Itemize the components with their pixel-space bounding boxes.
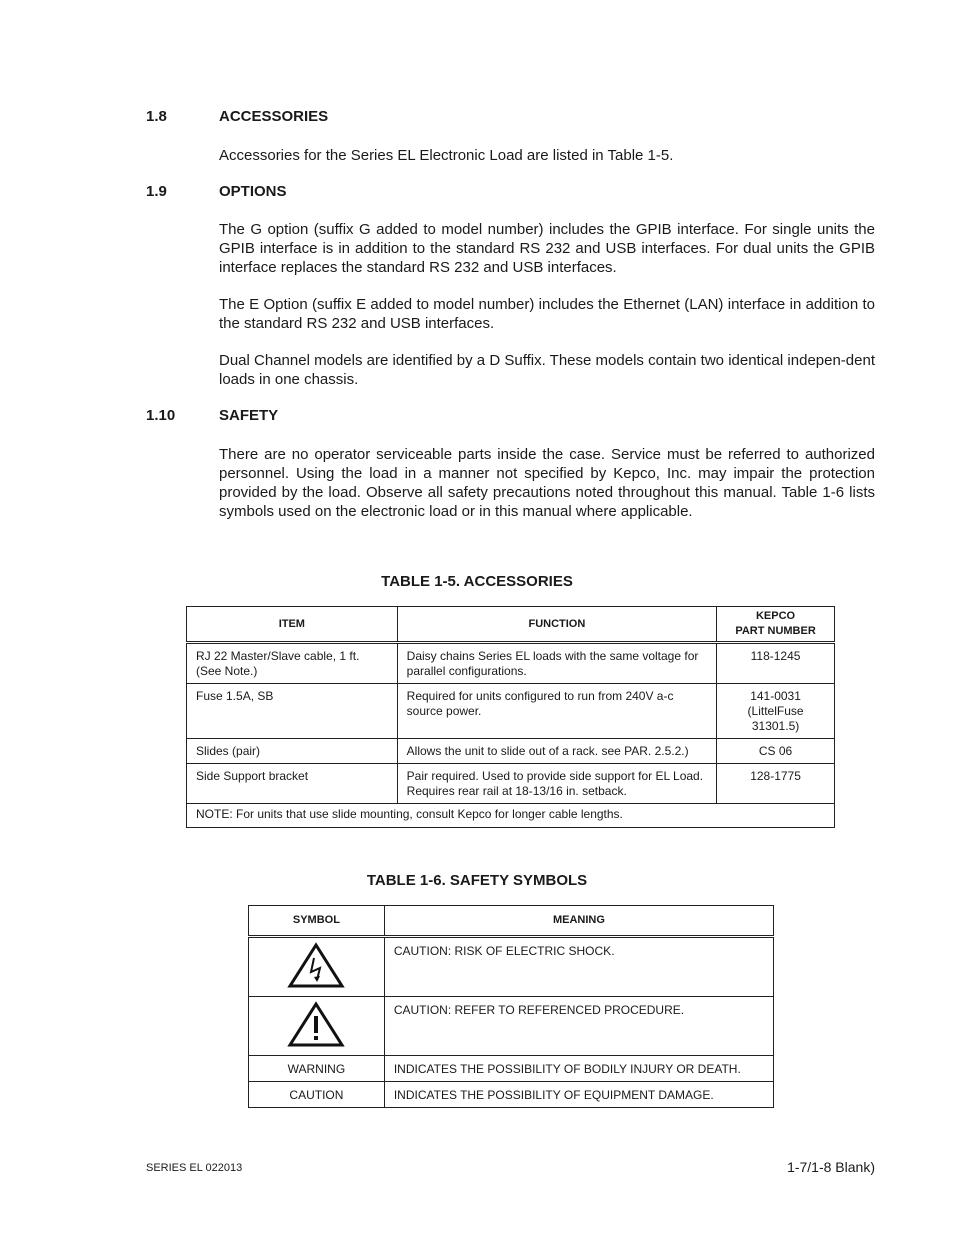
paragraph: The E Option (suffix E added to model number) includes the Ethernet (LAN) interface in addition to the standard RS 232 and USB interfaces. (219, 296, 875, 332)
table-row (249, 937, 774, 997)
table-row (187, 764, 835, 804)
cell-symbol: WARNING (249, 1056, 385, 1082)
section-number: 1.10 (146, 407, 176, 424)
section-title: SAFETY (219, 407, 279, 424)
cell-part-number: 128-1775 (717, 764, 835, 804)
accessories-table (186, 606, 835, 828)
table-row (187, 643, 835, 684)
table-row (187, 739, 835, 764)
cell-part-number: 118-1245 (717, 643, 835, 684)
cell-item: RJ 22 Master/Slave cable, 1 ft. (See Note.) (187, 643, 398, 684)
caution-exclamation-icon (287, 1000, 345, 1048)
table-header-row (187, 607, 835, 643)
cell-function: Required for units configured to run from 240V a-c source power. (397, 684, 716, 739)
table-header-row (249, 906, 774, 937)
cell-item: Fuse 1.5A, SB (187, 684, 398, 739)
cell-item: Slides (pair) (187, 739, 398, 764)
electric-shock-warning-icon (287, 941, 345, 989)
column-header-meaning: MEANING (384, 906, 773, 937)
column-header-function: FUNCTION (397, 607, 716, 643)
column-header-part-number (717, 607, 835, 643)
footer-document-id: SERIES EL 022013 (146, 1162, 243, 1174)
paragraph: The G option (suffix G added to model number) includes the GPIB interface. For single units the GPIB interface is in addition to the standard RS 232 and USB interfaces. For dual units the GPIB interface replaces the standard RS 232 and USB interfaces. (219, 221, 875, 276)
table-note-row (187, 804, 835, 828)
cell-function: Allows the unit to slide out of a rack. see PAR. 2.5.2.) (397, 739, 716, 764)
paragraph: Accessories for the Series EL Electronic Load are listed in Table 1-5. (219, 147, 674, 164)
column-header-symbol: SYMBOL (249, 906, 385, 937)
table-row (187, 684, 835, 739)
cell-part-number: 141-0031 (LittelFuse 31301.5) (717, 684, 835, 739)
cell-symbol (249, 937, 385, 997)
cell-part-number: CS 06 (717, 739, 835, 764)
table-title-safety-symbols: TABLE 1-6. SAFETY SYMBOLS (366, 872, 588, 889)
section-title: OPTIONS (219, 183, 287, 200)
cell-function: Pair required. Used to provide side support for EL Load. Requires rear rail at 18-13/16 in. setback. (397, 764, 716, 804)
column-header-item: ITEM (187, 607, 398, 643)
cell-symbol: CAUTION (249, 1082, 385, 1108)
cell-meaning: INDICATES THE POSSIBILITY OF EQUIPMENT DAMAGE. (384, 1082, 773, 1108)
cell-meaning: CAUTION: REFER TO REFERENCED PROCEDURE. (384, 997, 773, 1056)
header-line-part-number: PART NUMBER (735, 625, 816, 637)
cell-function: Daisy chains Series EL loads with the same voltage for parallel configurations. (397, 643, 716, 684)
section-title: ACCESSORIES (219, 108, 329, 125)
table-row (249, 997, 774, 1056)
header-line-kepco: KEPCO (755, 610, 796, 622)
paragraph: Dual Channel models are identified by a D Suffix. These models contain two identical indepen-dent loads in one chassis. (219, 352, 875, 388)
cell-meaning: INDICATES THE POSSIBILITY OF BODILY INJURY OR DEATH. (384, 1056, 773, 1082)
footer-page-number: 1-7/1-8 Blank) (787, 1159, 875, 1175)
table-row (249, 1056, 774, 1082)
table-note: NOTE: For units that use slide mounting, consult Kepco for longer cable lengths. (187, 804, 835, 828)
paragraph: There are no operator serviceable parts inside the case. Service must be referred to authorized personnel. Using the load in a manner not specified by Kepco, Inc. may impair the protection provided by the load. Observe all safety precautions noted throughout this manual. Table 1-6 lists symbols used on the electronic load or in this manual where applicable. (219, 446, 875, 520)
cell-symbol (249, 997, 385, 1056)
cell-meaning: CAUTION: RISK OF ELECTRIC SHOCK. (384, 937, 773, 997)
table-row (249, 1082, 774, 1108)
safety-symbols-table (248, 905, 774, 1108)
cell-item: Side Support bracket (187, 764, 398, 804)
section-number: 1.9 (146, 183, 167, 200)
table-title-accessories: TABLE 1-5. ACCESSORIES (381, 573, 573, 590)
section-number: 1.8 (146, 108, 167, 125)
